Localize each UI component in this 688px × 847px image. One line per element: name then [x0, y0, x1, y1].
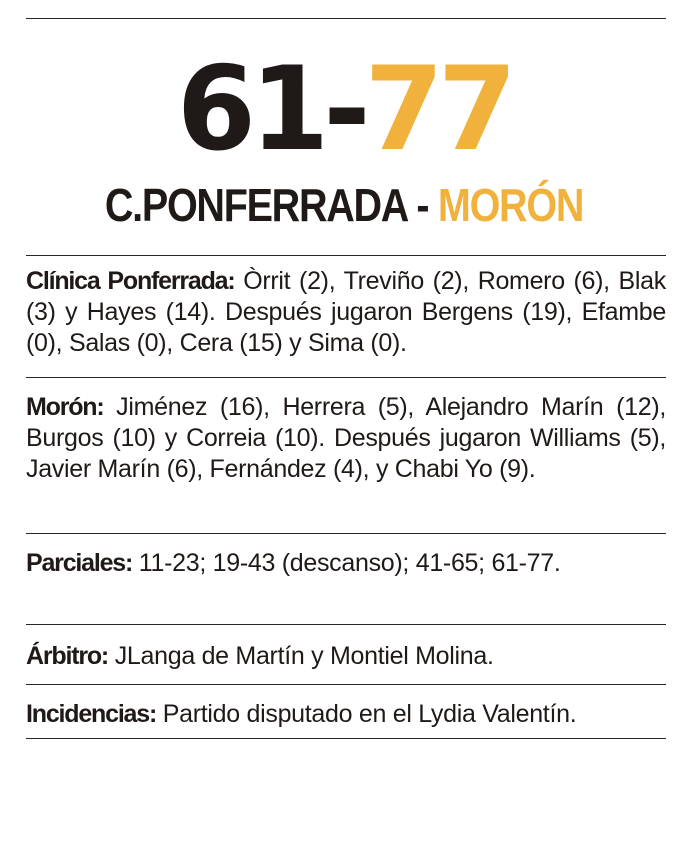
- ponferrada-lineup: [26, 266, 666, 359]
- bottom-rule: [26, 738, 666, 739]
- rule-before-incidencias: [26, 684, 666, 685]
- rule-before-ponferrada: [26, 255, 666, 256]
- parciales-label: Parciales:: [26, 549, 133, 577]
- arbitro-section: [26, 641, 666, 672]
- away-team-name: MORÓN: [437, 179, 584, 231]
- arbitro-text: JLanga de Martín y Montiel Molina.: [108, 642, 494, 670]
- arbitro-label: Árbitro:: [26, 642, 109, 670]
- moron-label: Morón:: [26, 393, 104, 421]
- away-score: 77: [364, 42, 512, 177]
- rule-before-parciales: [26, 533, 666, 534]
- ponferrada-players: Òrrit (2), Treviño (2), Romero (6), Blak (3) y Hayes (14). Después jugaron Bergens (19), Efambe (0), Salas (0), Cera (15) y Sima (0).: [26, 267, 666, 357]
- rule-before-moron: [26, 377, 666, 378]
- parciales-text: 11-23; 19-43 (descanso); 41-65; 61-77.: [132, 549, 561, 577]
- top-rule: [26, 18, 666, 19]
- final-score: [7, 42, 681, 177]
- ponferrada-label: Clínica Ponferrada:: [26, 267, 235, 295]
- incidencias-text: Partido disputado en el Lydia Valentín.: [156, 700, 577, 728]
- moron-players: Jiménez (16), Herrera (5), Alejandro Marín (12), Burgos (10) y Correia (10). Después jugaron Williams (5), Javier Marín (6), Fernández (4), y Chabi Yo (9).: [26, 393, 666, 483]
- teams-separator: -: [406, 179, 438, 231]
- incidencias-section: [26, 699, 666, 730]
- score-dash: -: [323, 42, 365, 177]
- home-score: 61: [176, 42, 324, 177]
- incidencias-label: Incidencias:: [26, 700, 157, 728]
- rule-before-arbitro: [26, 624, 666, 625]
- teams-headline: [48, 180, 640, 230]
- parciales-section: [26, 548, 666, 579]
- home-team-name: C.PONFERRADA: [104, 179, 407, 231]
- moron-lineup: [26, 392, 666, 485]
